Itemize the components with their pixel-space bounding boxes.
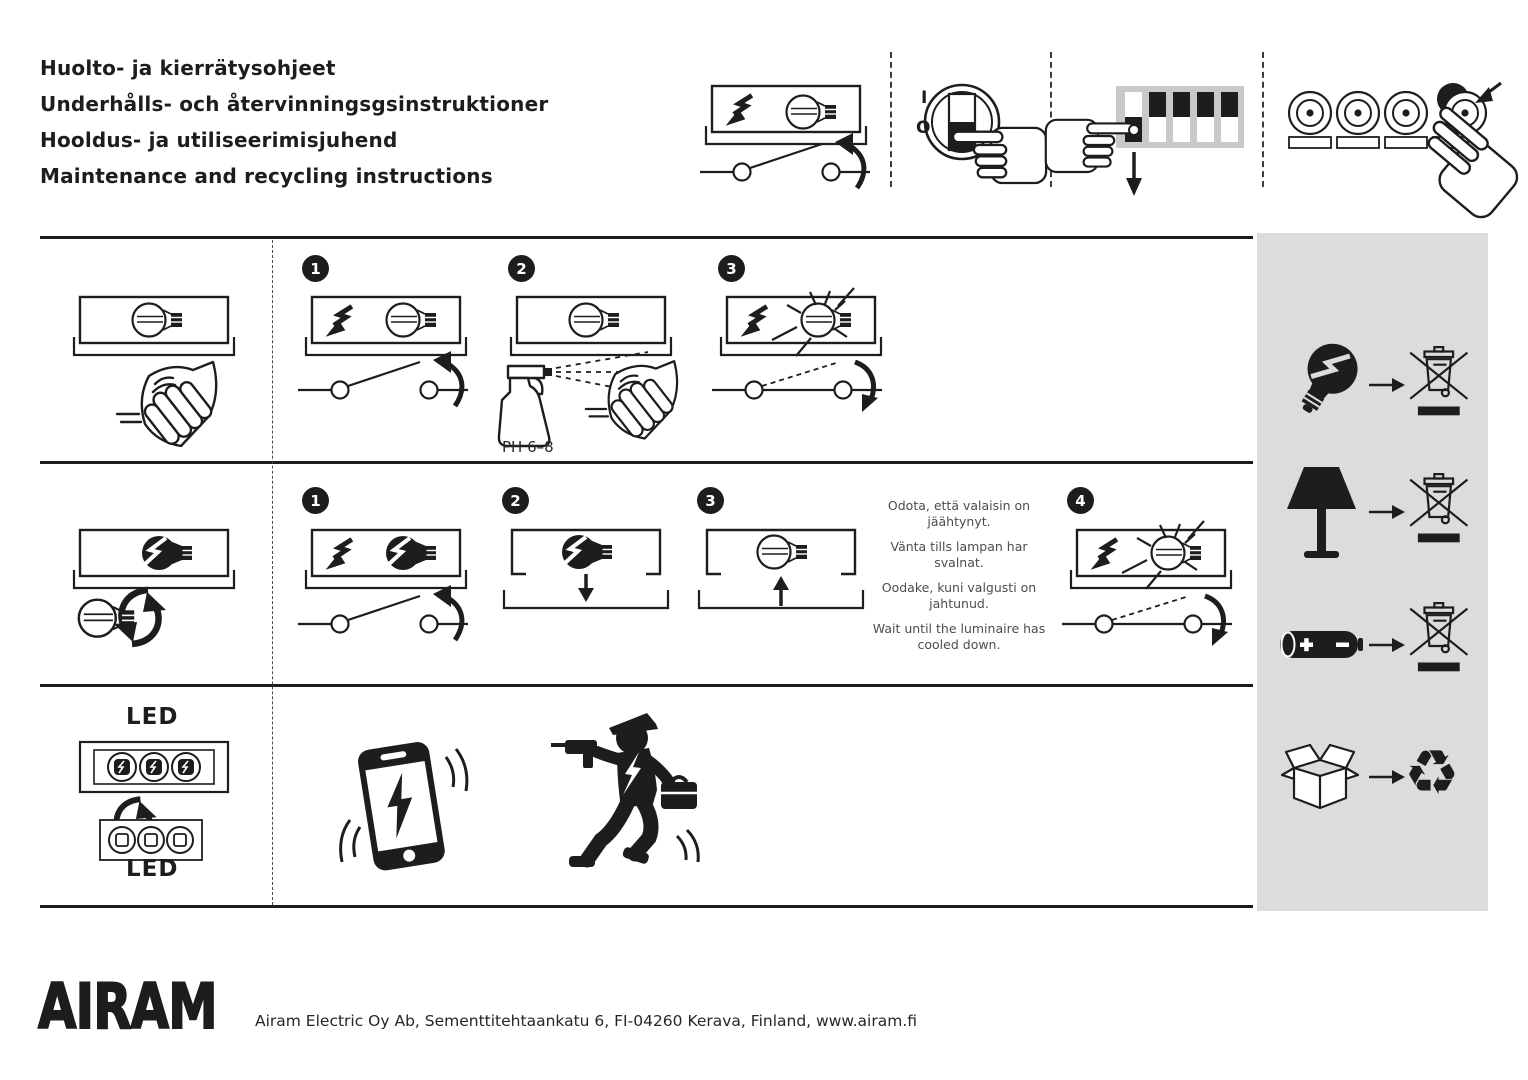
- switch-closed-icon: [1062, 572, 1232, 642]
- title-finnish: Huolto- ja kierrätysohjeet: [40, 56, 336, 80]
- broken-bulb-icon: [1285, 336, 1361, 432]
- remove-bulb-icon: [500, 528, 670, 618]
- company-address: Airam Electric Oy Ab, Sementtitehtaankatu 6, FI-04260 Kerava, Finland, www.airam.fi: [255, 1012, 918, 1030]
- switch-open-icon: [298, 572, 468, 642]
- cool-down-note: [868, 498, 1050, 662]
- table-rule: [40, 684, 1253, 687]
- note-estonian: Oodake, kuni valgusti on jahtunud.: [881, 580, 1037, 611]
- luminaire-icon: [505, 295, 675, 359]
- arrow-right-icon: [1369, 767, 1405, 787]
- call-phone-icon: [348, 735, 473, 885]
- table-rule: [40, 461, 1253, 464]
- rotary-knob-icon: [1287, 85, 1512, 205]
- step-badge: 2: [502, 487, 529, 514]
- title-swedish: Underhålls- och återvinningsgsinstruktioner: [40, 92, 549, 116]
- weee-bin-icon: [1408, 602, 1470, 682]
- switch-closed-icon: [712, 338, 882, 408]
- title-english: Maintenance and recycling instructions: [40, 164, 493, 188]
- luminaire-icon: [68, 295, 238, 359]
- insert-bulb-icon: [695, 528, 865, 618]
- table-rule: [40, 905, 1253, 908]
- note-swedish: Vänta tills lampan har svalnat.: [890, 539, 1028, 570]
- table-column-divider: [272, 240, 273, 905]
- airam-logo: AIRAM: [38, 970, 217, 1043]
- note-english: Wait until the luminaire has cooled down.: [872, 621, 1046, 652]
- step-badge: 3: [718, 255, 745, 282]
- table-rule: [40, 236, 1253, 239]
- step-badge: 2: [508, 255, 535, 282]
- page-title: [40, 50, 548, 194]
- electrician-icon: [535, 698, 710, 888]
- new-bulb-icon: [76, 598, 138, 642]
- power-off-label: O: [916, 118, 931, 138]
- battery-icon: [1276, 627, 1368, 663]
- packaging-box-icon: [1278, 740, 1362, 814]
- ph-range-label: PH 6–8: [502, 438, 554, 456]
- step-badge: 3: [697, 487, 724, 514]
- recycle-icon: ♻: [1404, 736, 1460, 809]
- header-divider: [1262, 52, 1264, 187]
- dip-switch-icon: [1068, 82, 1253, 207]
- arrow-right-icon: [1369, 502, 1405, 522]
- weee-bin-icon: [1408, 473, 1470, 553]
- battery-minus-icon: [1336, 643, 1349, 648]
- step-badge: 4: [1067, 487, 1094, 514]
- wiping-cloth-hand-icon: [584, 352, 694, 452]
- switch-open-icon: [298, 338, 468, 408]
- note-finnish: Odota, että valaisin on jäähtynyt.: [887, 498, 1031, 529]
- led-label-bottom: LED: [126, 856, 179, 882]
- led-module-luminaire-icon: [72, 740, 237, 798]
- wiping-cloth-hand-icon: [115, 352, 225, 452]
- weee-bin-icon: [1408, 346, 1470, 426]
- header-divider: [890, 52, 892, 187]
- arrow-right-icon: [1369, 375, 1405, 395]
- lamp-icon: [1284, 463, 1362, 561]
- led-label-top: LED: [126, 704, 179, 730]
- power-on-label: I: [921, 88, 928, 108]
- title-estonian: Hooldus- ja utiliseerimisjuhend: [40, 128, 398, 152]
- arrow-right-icon: [1369, 635, 1405, 655]
- disconnect-power-icon: [700, 80, 875, 210]
- step-badge: 1: [302, 255, 329, 282]
- step-badge: 1: [302, 487, 329, 514]
